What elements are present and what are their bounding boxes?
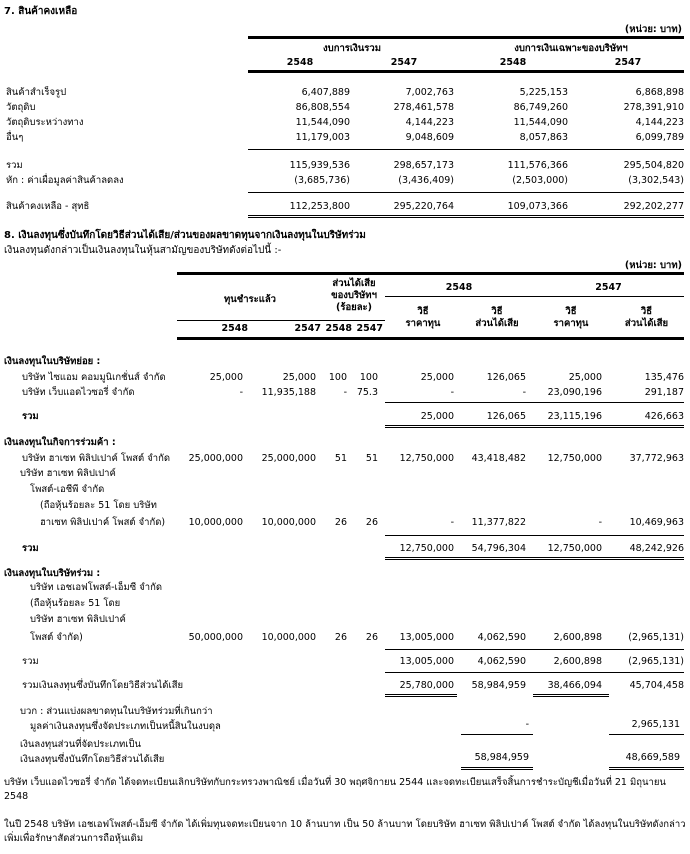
header-years (177, 322, 385, 335)
cell: 12,750,000 (399, 543, 454, 554)
cell: 112,253,800 (289, 201, 350, 212)
cell: 51 (365, 453, 378, 464)
rule (385, 672, 684, 673)
cell: 11,377,822 (471, 517, 526, 528)
note-paragraph: บริษัท เว็บแอดไวซอรี่ จำกัด ได้จดทะเบียนเลิกบริษัทกับกระทรวงพาณิชย์ เมื่อวันที่ 30 พฤศจิกายน 2544 และจดทะเบียนเสร็จสิ้นการชำระบัญชีเมื่อวันที่ 21 มิถุนายน 2548 (4, 777, 666, 802)
subsidiaries-total (4, 409, 686, 424)
cell: 100 (359, 372, 378, 383)
section7-top-rule (248, 36, 684, 39)
cell: 292,202,277 (623, 201, 684, 212)
cell: 25,000 (282, 372, 316, 383)
inventory-net (4, 199, 686, 214)
cell: 278,391,910 (623, 102, 684, 113)
cell: 10,000,000 (261, 632, 316, 643)
associate-heading: เงินลงทุนในบริษัทร่วม : (4, 568, 101, 579)
row-label: รวม (22, 543, 39, 554)
double-rule (533, 694, 609, 697)
header-share (323, 278, 385, 314)
row-label: วัตถุดิบ (6, 102, 36, 113)
text-line: มูลค่าเงินลงทุนซึ่งจัดประเภทเป็นหนี้สินในงบดุล (30, 721, 221, 732)
row-label: วัตถุดิบระหว่างทาง (6, 117, 84, 128)
section8-header-rule (177, 337, 684, 340)
section7-unit: (หน่วย: บาท) (624, 24, 682, 35)
header-line: วิธี (565, 306, 577, 317)
cell: 10,469,963 (629, 517, 684, 528)
header-line: วิธี (417, 306, 429, 317)
cell: 25,000,000 (188, 453, 243, 464)
row-label: อื่นๆ (6, 132, 24, 143)
cell: 12,750,000 (547, 453, 602, 464)
jv-table (4, 451, 686, 466)
section8-title: 8. เงินลงทุนซึ่งบันทึกโดยวิธีส่วนได้เสีย/ส่วนของผลขาดทุนจากเงินลงทุนในบริษัทร่วม (4, 230, 366, 241)
text-line: (ถือหุ้นร้อยละ 51 โดย บริษัท (40, 500, 157, 511)
cell: 43,418,482 (471, 453, 526, 464)
cell: 50,000,000 (188, 632, 243, 643)
cell: (2,503,000) (512, 175, 568, 186)
double-rule (385, 557, 684, 560)
section8-top-rule (177, 272, 684, 275)
cell: 25,000 (420, 411, 454, 422)
cell: 25,780,000 (399, 680, 454, 691)
header-line: วิธี (491, 306, 503, 317)
cell: 11,544,090 (513, 117, 568, 128)
rule (385, 402, 684, 403)
header-cost (385, 306, 461, 330)
table-row (4, 630, 686, 645)
cell: 135,476 (644, 372, 684, 383)
text-line: บริษัท ฮาเซท พิลิปเปาค์ (20, 468, 116, 479)
cell: 4,062,590 (477, 656, 526, 667)
cell: (3,685,736) (294, 175, 350, 186)
last-label (20, 737, 164, 767)
header-paid-capital: ทุนชำระแล้ว (223, 294, 277, 305)
header-2548: 2548 (445, 282, 473, 293)
cell: 26 (365, 517, 378, 528)
header-equity (609, 306, 684, 330)
row-label: สินค้าคงเหลือ - สุทธิ (6, 201, 90, 212)
row-label: รวม (22, 411, 39, 422)
year-header: 2548 (325, 323, 352, 334)
cell: 25,000 (420, 372, 454, 383)
cell: (3,436,409) (398, 175, 454, 186)
cell: (2,965,131) (628, 632, 684, 643)
section8-unit: (หน่วย: บาท) (624, 260, 682, 271)
cell: 4,144,223 (635, 117, 684, 128)
cell: 126,065 (486, 372, 526, 383)
plus-value: - (525, 719, 529, 730)
cell: 51 (334, 453, 347, 464)
row-label: สินค้าสำเร็จรูป (6, 87, 67, 98)
row-label: โพสต์ จำกัด) (30, 632, 83, 643)
table-row (4, 370, 686, 385)
row-label: ฮาเซท พิลิปเปาค์ โพสต์ จำกัด) (40, 517, 166, 528)
inventory-table (4, 41, 686, 69)
table-row (4, 158, 686, 173)
text-line: บริษัท เอชเอฟโพสต์-เอ็มซี จำกัด (30, 582, 163, 593)
cell: 278,461,578 (393, 102, 454, 113)
year-header: 2548 (499, 57, 527, 68)
cell: 37,772,963 (629, 453, 684, 464)
double-rule (461, 767, 533, 770)
cell: 13,005,000 (399, 656, 454, 667)
cell: (3,302,543) (628, 175, 684, 186)
table-row (4, 451, 686, 466)
table-row (4, 409, 686, 424)
table-row (4, 541, 686, 556)
cell: 4,144,223 (405, 117, 454, 128)
cell: 6,099,789 (635, 132, 684, 143)
cell: - (450, 387, 454, 398)
cell: 75.3 (356, 387, 378, 398)
year-header: 2547 (294, 323, 321, 334)
header-share-line: (ร้อยละ) (336, 302, 372, 313)
jv-heading: เงินลงทุนในกิจการร่วมค้า : (4, 437, 116, 448)
cell: 25,000 (209, 372, 243, 383)
cell: 58,984,959 (471, 680, 526, 691)
row-label: บริษัท ไซแอม คอมมูนิเกชั่นส์ จำกัด (22, 372, 166, 383)
cell: 38,466,094 (547, 680, 602, 691)
cell: 48,242,926 (629, 543, 684, 554)
header-equity (461, 306, 533, 330)
section7-title: 7. สินค้าคงเหลือ (4, 6, 78, 17)
cell: 10,000,000 (261, 517, 316, 528)
cell: 4,062,590 (477, 632, 526, 643)
row-label: รวม (6, 160, 23, 171)
cell: 6,868,898 (635, 87, 684, 98)
text-line: (ถือหุ้นร้อยละ 51 โดย (30, 598, 121, 609)
section7-header-rule (248, 70, 684, 73)
cell: 25,000 (568, 372, 602, 383)
cell: 11,544,090 (295, 117, 350, 128)
year-header: 2547 (356, 323, 383, 334)
cell: 426,663 (644, 411, 684, 422)
cell: 86,749,260 (513, 102, 568, 113)
cell: 291,187 (644, 387, 684, 398)
cell: 26 (334, 632, 347, 643)
cell: 13,005,000 (399, 632, 454, 643)
inventory-totals (4, 158, 686, 188)
header-share-line: ส่วนได้เสีย (332, 278, 376, 289)
header-line: วิธี (640, 306, 653, 317)
plus-value: 2,965,131 (631, 719, 680, 730)
header-line: ส่วนได้เสีย (475, 318, 519, 329)
cell: 12,750,000 (399, 453, 454, 464)
cell: 12,750,000 (547, 543, 602, 554)
table-row (4, 85, 686, 100)
cell: 23,115,196 (547, 411, 602, 422)
rule (177, 320, 385, 321)
cell: 295,220,764 (393, 201, 454, 212)
table-row (4, 654, 686, 669)
cell: 7,002,763 (405, 87, 454, 98)
cell: 295,504,820 (623, 160, 684, 171)
cell: 109,073,366 (507, 201, 568, 212)
rule (385, 649, 684, 650)
plus-label (20, 704, 221, 734)
cell: 11,179,003 (295, 132, 350, 143)
cell: 9,048,609 (405, 132, 454, 143)
group-company: งบการเงินเฉพาะของบริษัทฯ (514, 43, 628, 54)
cell: - (450, 517, 454, 528)
text-line: โพสต์-เอชีพี จำกัด (30, 484, 105, 495)
row-label: หัก : ค่าเผื่อมูลค่าสินค้าลดลง (6, 175, 124, 186)
associate-total (4, 654, 686, 669)
text-line: เงินลงทุนซึ่งบันทึกโดยวิธีส่วนได้เสีย (20, 754, 165, 765)
table-row (4, 100, 686, 115)
rule (461, 734, 533, 735)
double-rule (248, 215, 684, 218)
year-header: 2547 (614, 57, 642, 68)
rule (609, 734, 684, 735)
cell: 100 (328, 372, 347, 383)
cell: 126,065 (486, 411, 526, 422)
associate-table (4, 630, 686, 645)
cell: - (239, 387, 243, 398)
year-header: 2548 (286, 57, 314, 68)
header-line: ราคาทุน (553, 318, 589, 329)
header-share-line: ของบริษัทฯ (331, 290, 377, 301)
row-label: รวมเงินลงทุนซึ่งบันทึกโดยวิธีส่วนได้เสีย (22, 680, 184, 691)
rule (385, 535, 684, 536)
year-header: 2548 (221, 323, 248, 334)
table-row (4, 678, 686, 693)
cell: 23,090,196 (547, 387, 602, 398)
cell: 111,576,366 (507, 160, 568, 171)
cell: 8,057,863 (519, 132, 568, 143)
cell: 11,935,188 (261, 387, 316, 398)
table-row (4, 173, 686, 188)
jv-total (4, 541, 686, 556)
table-row (4, 130, 686, 145)
cell: 2,600,898 (553, 656, 602, 667)
header-line: ราคาทุน (405, 318, 441, 329)
cell: 26 (334, 517, 347, 528)
double-rule (609, 767, 684, 770)
jv-r2-lines (20, 466, 157, 514)
row-label: บริษัท เว็บแอดไวซอรี่ จำกัด (22, 387, 135, 398)
header-line: ส่วนได้เสีย (624, 318, 669, 329)
table-row (4, 199, 686, 214)
last-value: 58,984,959 (474, 752, 529, 763)
cell: - (522, 387, 526, 398)
text-line: บวก : ส่วนแบ่งผลขาดทุนในบริษัทร่วมที่เกินกว่า (20, 706, 213, 717)
section8-intro: เงินลงทุนดังกล่าวเป็นเงินลงทุนในหุ้นสามัญของบริษัทดังต่อไปนี้ :- (4, 245, 282, 256)
year-header: 2547 (390, 57, 418, 68)
associate-lines (30, 580, 162, 628)
header-cost (533, 306, 609, 330)
row-label: รวม (22, 656, 39, 667)
row-label: บริษัท ฮาเซท พิลิปเปาค์ โพสต์ จำกัด (22, 453, 171, 464)
subsidiaries-table (4, 370, 686, 400)
inventory-body (4, 85, 686, 145)
cell: - (343, 387, 347, 398)
cell: 298,657,173 (393, 160, 454, 171)
header-2547: 2547 (595, 282, 622, 293)
note-paragraph: ในปี 2548 บริษัท เอชเอฟโพสต์-เอ็มซี จำกัด ได้เพิ่มทุนจดทะเบียนจาก 10 ล้านบาท เป็น 50 ล้านบาท โดยบริษัท ฮาเซท พิลิปเปาค์ โพสต์ จำกัด ได้ลงทุนในบริษัทดังกล่าวเพิ่มเพื่อรักษาสัดส่วนการถือหุ้นเดิม (4, 819, 686, 844)
cell: 5,225,153 (519, 87, 568, 98)
table-row (4, 385, 686, 400)
cell: 2,600,898 (553, 632, 602, 643)
cell: 26 (365, 632, 378, 643)
group-consolidated: งบการเงินรวม (323, 43, 381, 54)
grand-total (4, 678, 686, 693)
cell: 6,407,889 (301, 87, 350, 98)
text-line: เงินลงทุนส่วนที่จัดประเภทเป็น (20, 739, 141, 750)
cell: 54,796,304 (471, 543, 526, 554)
double-rule (385, 694, 457, 697)
cell: 115,939,536 (289, 160, 350, 171)
cell: 86,808,554 (295, 102, 350, 113)
cell: 25,000,000 (261, 453, 316, 464)
subsidiaries-heading: เงินลงทุนในบริษัทย่อย : (4, 356, 101, 367)
table-row (4, 515, 686, 530)
rule (248, 149, 684, 150)
table-row (4, 115, 686, 130)
cell: (2,965,131) (628, 656, 684, 667)
last-value: 48,669,589 (625, 752, 680, 763)
rule (248, 192, 684, 193)
rule (385, 296, 684, 297)
double-rule (385, 425, 684, 428)
cell: 10,000,000 (188, 517, 243, 528)
text-line: บริษัท ฮาเซท พิลิปเปาค์ (30, 614, 126, 625)
jv-table-2 (4, 515, 686, 530)
cell: 45,704,458 (629, 680, 684, 691)
cell: - (598, 517, 602, 528)
